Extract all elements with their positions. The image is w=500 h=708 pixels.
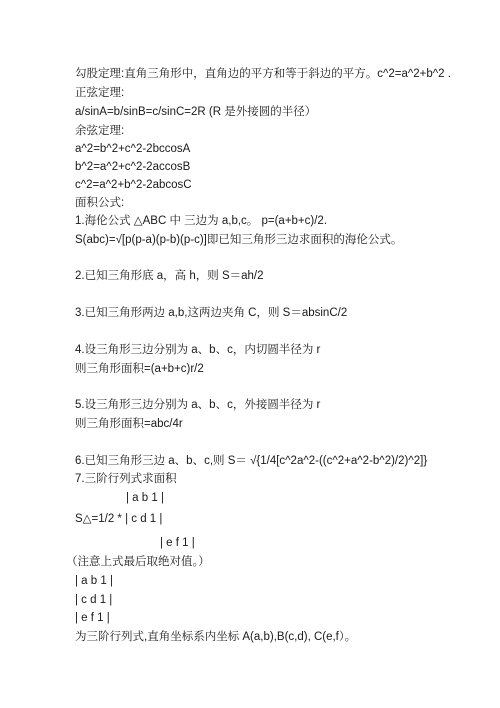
determinant-area-heading: 7.三阶行列式求面积 [75, 473, 177, 485]
cosine-law-formula-a: a^2=b^2+c^2-2bccosA [75, 143, 191, 155]
coordinates-note: 为三阶行列式,直角坐标系内坐标 A(a,b),B(c,d), C(e,f）。 [75, 631, 357, 643]
area-formula-heading: 面积公式: [75, 197, 125, 209]
determinant-row-3: | e f 1 | [160, 537, 195, 549]
sine-law-formula: a/sinA=b/sinB=c/sinC=2R (R 是外接圆的半径） [75, 106, 317, 118]
determinant-row-2: S△=1/2 * | c d 1 | [75, 513, 163, 525]
determinant-row-1: | a b 1 | [126, 492, 164, 504]
matrix-row-2: | c d 1 | [75, 594, 113, 606]
two-sides-angle-area-line: 3.已知三角形两边 a,b,这两边夹角 C，则 S＝absinC/2 [75, 307, 348, 319]
heron-formula-expression: S(abc)=√[p(p-a)(p-b)(p-c)]即已知三角形三边求面积的海伦公式。 [75, 234, 403, 246]
matrix-row-1: | a b 1 | [75, 575, 113, 587]
heron-formula-line: 1.海伦公式 △ABC 中 三边为 a,b,c。 p=(a+b+c)/2. [75, 215, 328, 227]
absolute-value-note: （注意上式最后取绝对值。） [66, 556, 210, 568]
inradius-area-line: 4.设三角形三边分别为 a、b、c，内切圆半径为 r [75, 344, 321, 356]
pythagorean-theorem-line: 勾股定理:直角三角形中，直角边的平方和等于斜边的平方。c^2=a^2+b^2 . [75, 68, 451, 80]
sine-law-heading: 正弦定理: [75, 87, 125, 99]
matrix-row-3: | e f 1 | [75, 612, 110, 624]
inradius-area-formula: 则三角形面积=(a+b+c)r/2 [75, 363, 204, 375]
cosine-law-formula-b: b^2=a^2+c^2-2accosB [75, 161, 191, 173]
cosine-law-formula-c: c^2=a^2+b^2-2abcosC [75, 179, 192, 191]
cosine-law-heading: 余弦定理: [75, 125, 125, 137]
base-height-area-line: 2.已知三角形底 a，高 h，则 S＝ah/2 [75, 270, 264, 282]
circumradius-area-formula: 则三角形面积=abc/4r [75, 418, 183, 430]
circumradius-area-line: 5.设三角形三边分别为 a、b、c，外接圆半径为 r [75, 399, 321, 411]
three-sides-area-formula: 6.已知三角形三边 a、b、c,则 S＝ √{1/4[c^2a^2-((c^2+a^2-b^2)/2)^2]} [75, 455, 428, 467]
